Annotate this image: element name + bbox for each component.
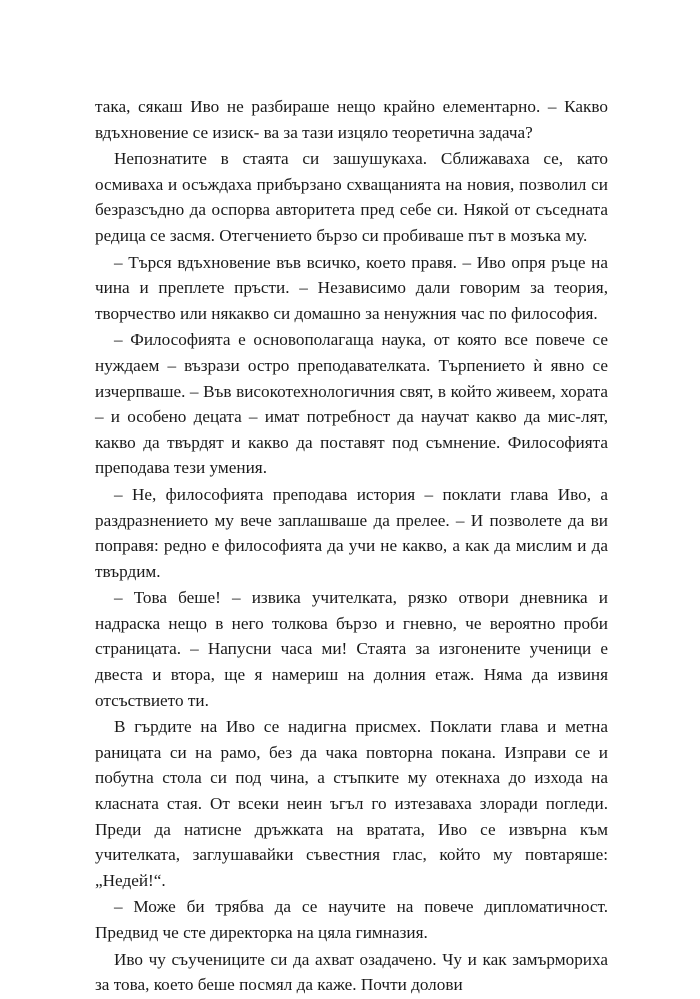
paragraph-6: – Това беше! – извика учителката, рязко отвори дневника и надраска нещо в него толкова бързо и гневно, че вероятно проби страницата. – Напусни часа ми! Стаята за изгонените ученици е двеста и втора, ще я намериш на долния етаж. Няма да извиня отсъствието ти. (95, 588, 608, 710)
book-page (95, 94, 608, 999)
paragraph-1: така, сякаш Иво не разбираше нещо крайно елементарно. – Какво вдъхновение се изиск- ва за тази изцяло теоретична задача? (95, 97, 608, 142)
paragraph-5: – Не, философията преподава история – поклати глава Иво, а раздразнението му вече заплашваше да прелее. – И позволете да ви поправя: редно е философията да учи не какво, а как да мислим и да твърдим. (95, 484, 608, 581)
paragraph-2: Непознатите в стаята си зашушукаха. Сближаваха се, като осмиваха и осъждаха прибързано схващанията на новия, позволил си безразсъдно да оспорва авторитета пред себе си. Някой от съседната редица се засмя. Отегчението бързо си пробиваше път в мозъка му. (95, 149, 608, 245)
paragraph-7: В гърдите на Иво се надигна присмех. Поклати глава и метна раницата си на рамо, без да чака повторна покана. Изправи се и побутна стола си под чина, а стъпките му отекнаха до изхода на класната стая. От всеки неин ъгъл го изтезаваха злоради погледи. Преди да натисне дръжката на вратата, Иво се извърна към учителката, заглушавайки съвестния глас, който му повтаряше: „Недей!“. (95, 717, 608, 890)
paragraph-4: – Философията е основополагаща наука, от която все повече се нуждаем – възрази остро преподавателката. Търпението ѝ явно се изчерпваше. – Във високотехнологичния свят, в който живеем, хората – и особено децата – имат потребност да научат какво да мис-лят, какво да твърдят и какво да поставят под съмнение. Философията преподава тези умения. (95, 330, 608, 478)
paragraph-9: Иво чу съучениците си да ахват озадачено. Чу и как замърмориха за това, което беше посмял да каже. Почти долови (95, 949, 608, 995)
paragraph-8: – Може би трябва да се научите на повече дипломатичност. Предвид че сте директорка на цяла гимназия. (95, 897, 608, 942)
paragraph-3: – Търся вдъхновение във всичко, което правя. – Иво опря ръце на чина и преплете пръсти. – Независимо дали говорим за теория, творчество или някакво си домашно за ненужния час по философия. (95, 252, 608, 323)
